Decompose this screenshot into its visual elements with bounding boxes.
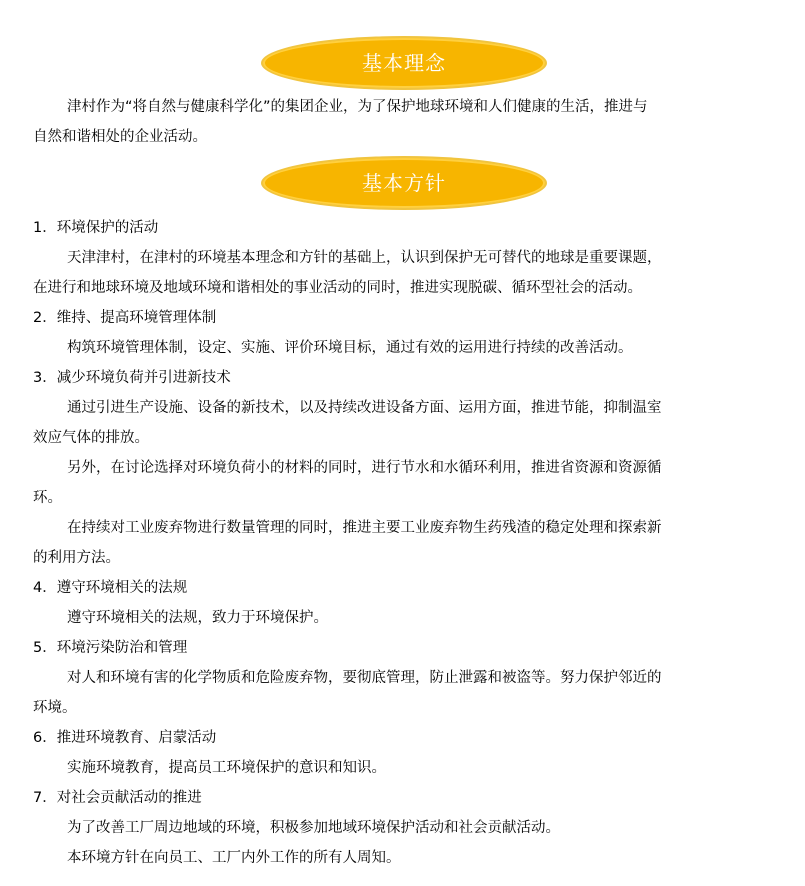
policy-5-line-2: 环境。 [33,700,77,716]
basic-policy-banner: 基本方针 [263,158,545,208]
policy-3-line-4: 环。 [33,490,62,506]
philosophy-line-2: 自然和谐相处的企业活动。 [33,129,207,145]
policy-5-line-1: 对人和环境有害的化学物质和危险废弃物，要彻底管理，防止泄露和被盗等。努力保护邻近的 [67,670,662,686]
policy-heading-2: 2．维持、提高环境管理体制 [33,310,217,326]
policy-heading-4: 4．遵守环境相关的法规 [33,580,188,596]
policy-3-line-2: 效应气体的排放。 [33,430,149,446]
basic-philosophy-banner: 基本理念 [263,38,545,88]
policy-3-line-6: 的利用方法。 [33,550,120,566]
policy-heading-5: 5．环境污染防治和管理 [33,640,188,656]
policy-1-line-2: 在进行和地球环境及地域环境和谐相处的事业活动的同时，推进实现脱碳、循环型社会的活动。 [33,280,642,296]
policy-4-line-1: 遵守环境相关的法规，致力于环境保护。 [67,610,328,626]
policy-1-line-1: 天津津村，在津村的环境基本理念和方针的基础上，认识到保护无可替代的地球是重要课题， [67,250,662,266]
philosophy-line-1: 津村作为“将自然与健康科学化”的集团企业，为了保护地球环境和人们健康的生活，推进与 [67,99,648,115]
policy-7-line-2: 本环境方针在向员工、工厂内外工作的所有人周知。 [67,850,401,866]
policy-heading-6: 6．推进环境教育、启蒙活动 [33,730,217,746]
policy-heading-1: 1．环境保护的活动 [33,220,159,236]
policy-2-line-1: 构筑环境管理体制，设定、实施、评价环境目标，通过有效的运用进行持续的改善活动。 [67,340,633,356]
policy-7-line-1: 为了改善工厂周边地域的环境，积极参加地域环境保护活动和社会贡献活动。 [67,820,560,836]
policy-6-line-1: 实施环境教育，提高员工环境保护的意识和知识。 [67,760,386,776]
policy-heading-3: 3．减少环境负荷并引进新技术 [33,370,231,386]
policy-3-line-5: 在持续对工业废弃物进行数量管理的同时，推进主要工业废弃物生药残渣的稳定处理和探索新 [67,520,662,536]
policy-3-line-1: 通过引进生产设施、设备的新技术，以及持续改进设备方面、运用方面，推进节能，抑制温室 [67,400,662,416]
policy-3-line-3: 另外，在讨论选择对环境负荷小的材料的同时，进行节水和水循环利用，推进省资源和资源循 [67,460,662,476]
policy-heading-7: 7．对社会贡献活动的推进 [33,790,202,806]
